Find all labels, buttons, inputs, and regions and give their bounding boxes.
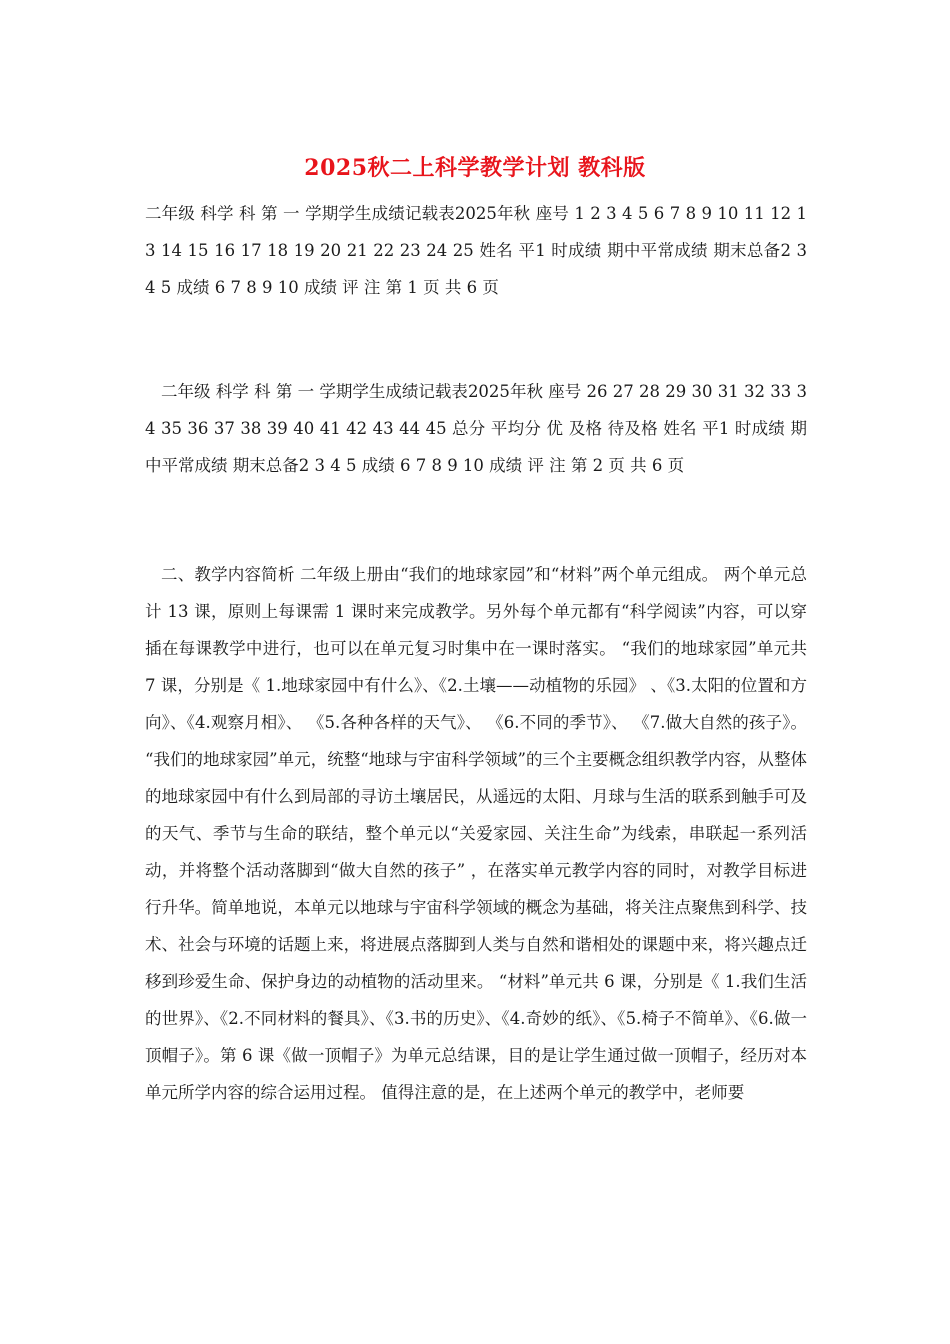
document-title: 2025秋二上科学教学计划 教科版 bbox=[304, 155, 646, 181]
grade-record-table-page-1: 二年级 科学 科 第 一 学期学生成绩记载表2025年秋 座号 1 2 3 4 5 6 7 8 9 10 11 12 13 14 15 16 17 18 19 20 21 22 23 24 25 姓名 平1 时成绩 期中平常成绩 期末总备2 3 4 5 成绩 6 7 8 9 10 成绩 评 注 第 1 页 共 6 页 bbox=[145, 204, 807, 297]
grade-record-table-page-2: 二年级 科学 科 第 一 学期学生成绩记载表2025年秋 座号 26 27 28 29 30 31 32 33 34 35 36 37 38 39 40 41 42 43 44 45 总分 平均分 优 及格 待及格 姓名 平1 时成绩 期中平常成绩 期末总备2 3 4 5 成绩 6 7 8 9 10 成绩 评 注 第 2 页 共 6 页 bbox=[145, 382, 807, 475]
teaching-content-analysis: 二、教学内容简析 二年级上册由“我们的地球家园”和“材料”两个单元组成。 两个单元总计 13 课，原则上每课需 1 课时来完成教学。另外每个单元都有“科学阅读”内容，可以穿插在每课教学中进行，也可以在单元复习时集中在一课时落实。 “我们的地球家园”单元共 7 课，分别是《 1.地球家园中有什么》、《2.土壤——动植物的乐园》 、《3.太阳的位置和方向》、《4.观察月相》、 《5.各种各样的天气》、 《6.不同的季节》、 《7.做大自然的孩子》。 “我们的地球家园”单元，统整“地球与宇宙科学领域”的三个主要概念组织教学内容，从整体的地球家园中有什么到局部的寻访土壤居民，从遥远的太阳、月球与生活的联系到触手可及的天气、季节与生命的联结，整个单元以“关爱家园、关注生命”为线索，串联起一系列活动，并将整个活动落脚到“做大自然的孩子” ，在落实单元教学内容的同时，对教学目标进行升华。简单地说，本单元以地球与宇宙科学领域的概念为基础，将关注点聚焦到科学、技术、社会与环境的话题上来，将进展点落脚到人类与自然和谐相处的课题中来，将兴趣点迁移到珍爱生命、保护身边的动植物的活动里来。 “材料”单元共 6 课，分别是《 1.我们生活的世界》、《2.不同材料的餐具》、《3.书的历史》、《4.奇妙的纸》、《5.椅子不简单》、《6.做一顶帽子》。第 6 课《做一顶帽子》为单元总结课，目的是让学生通过做一顶帽子，经历对本单元所学内容的综合运用过程。 值得注意的是，在上述两个单元的教学中，老师要 bbox=[145, 565, 807, 1102]
